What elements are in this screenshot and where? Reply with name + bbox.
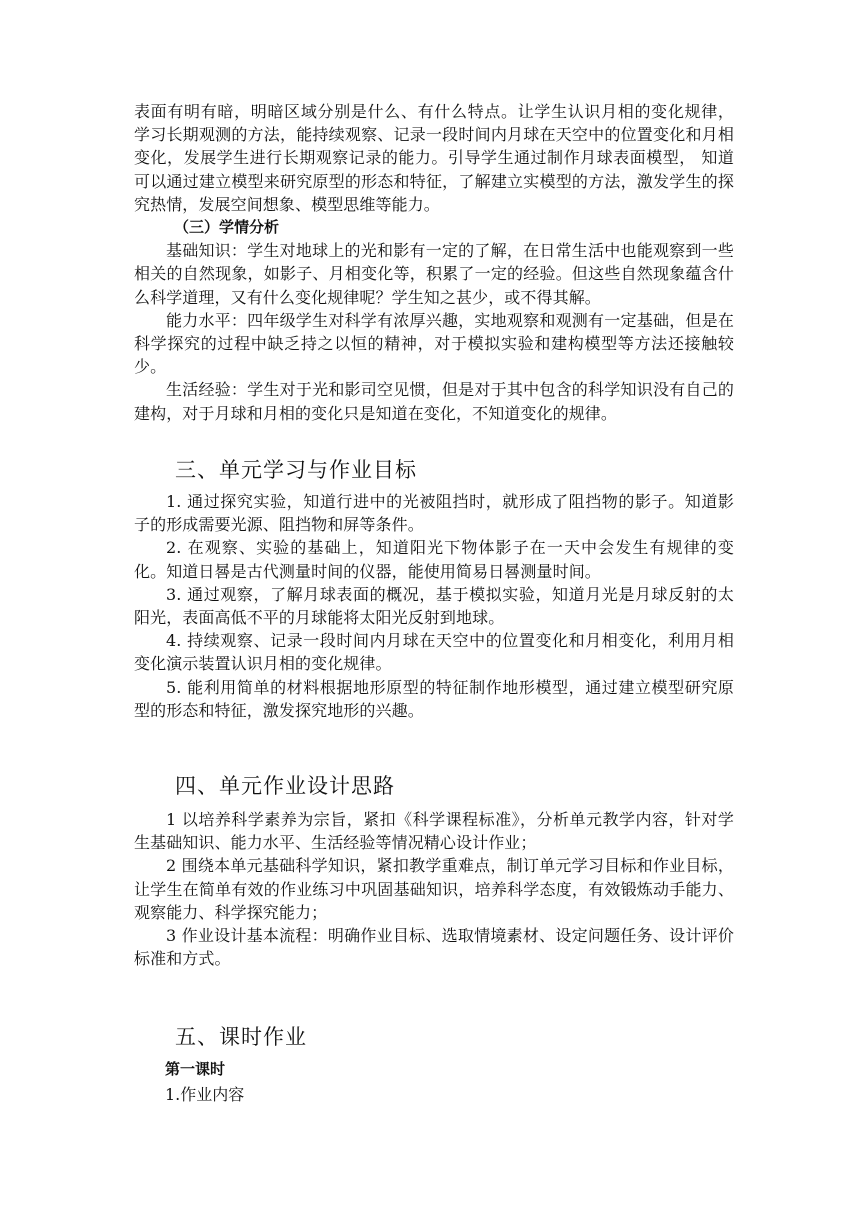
goal-item-4: 4. 持续观察、记录一段时间内月球在天空中的位置变化和月相变化，利用月相变化演示装置认识月相的变化规律。 xyxy=(134,631,734,674)
intro-paragraph: 表面有明有暗，明暗区域分别是什么、有什么特点。让学生认识月相的变化规律， 学习长期观测的方法，能持续观察、记录一段时间内月球在天空中的位置变化和月相变化，发展学生进行长期观察记录的能力。引导学生通过制作月球表面模型， 知道可以通过建立模型来研究原型的形态和特征，了解建立实模型的方法，激发学生的探究热情，发展空间想象、模型思维等能力。 xyxy=(134,102,734,214)
section3-list xyxy=(134,490,734,722)
ability-level-paragraph: 能力水平：四年级学生对科学有浓厚兴趣，实地观察和观测有一定基础，但是在科学探究的过程中缺乏持之以恒的精神，对于模拟实验和建构模型等方法还接触较少。 xyxy=(134,310,734,377)
section4-list xyxy=(134,808,734,970)
learning-analysis-heading: （三）学情分析 xyxy=(174,218,280,236)
goal-item-5: 5. 能利用简单的材料根据地形原型的特征制作地形模型，通过建立模型研究原型的形态和特征，激发探究地形的兴趣。 xyxy=(134,677,734,720)
section4-heading: 四、单元作业设计思路 xyxy=(175,774,395,798)
goal-item-2: 2. 在观察、实验的基础上，知道阳光下物体影子在一天中会发生有规律的变化。知道日晷是古代测量时间的仪器，能使用简易日晷测量时间。 xyxy=(134,538,734,581)
section5-heading: 五、课时作业 xyxy=(175,1025,307,1049)
design-item-1: 1 以培养科学素养为宗旨，紧扣《科学课程标准》，分析单元教学内容，针对学生基础知识、能力水平、生活经验等情况精心设计作业； xyxy=(134,810,734,853)
lesson-title: 第一课时 xyxy=(165,1060,226,1078)
learning-analysis-section xyxy=(134,216,734,425)
design-item-3: 3 作业设计基本流程：明确作业目标、选取情境素材、设定问题任务、设计评价标准和方式。 xyxy=(134,926,734,969)
goal-item-1: 1. 通过探究实验，知道行进中的光被阻挡时，就形成了阻挡物的影子。知道影子的形成需要光源、阻挡物和屏等条件。 xyxy=(134,492,734,535)
life-experience-paragraph: 生活经验：学生对于光和影司空见惯，但是对于其中包含的科学知识没有自己的建构，对于月球和月相的变化只是知道在变化，不知道变化的规律。 xyxy=(134,380,734,423)
design-item-2: 2 围绕本单元基础科学知识，紧扣教学重难点，制订单元学习目标和作业目标，让学生在简单有效的作业练习中巩固基础知识，培养科学态度，有效锻炼动手能力、观察能力、科学探究能力； xyxy=(134,856,734,922)
goal-item-3: 3. 通过观察，了解月球表面的概况，基于模拟实验，知道月光是月球反射的太阳光，表面高低不平的月球能将太阳光反射到地球。 xyxy=(134,584,734,628)
assignment-content-item: 1.作业内容 xyxy=(165,1085,245,1104)
basic-knowledge-paragraph: 基础知识：学生对地球上的光和影有一定的了解，在日常生活中也能观察到一些相关的自然现象，如影子、月相变化等，积累了一定的经验。但这些自然现象蕴含什么科学道理，又有什么变化规律呢？学生知之甚少，或不得其解。 xyxy=(134,241,734,307)
intro-section xyxy=(134,100,734,216)
section3-heading: 三、单元学习与作业目标 xyxy=(175,458,417,482)
